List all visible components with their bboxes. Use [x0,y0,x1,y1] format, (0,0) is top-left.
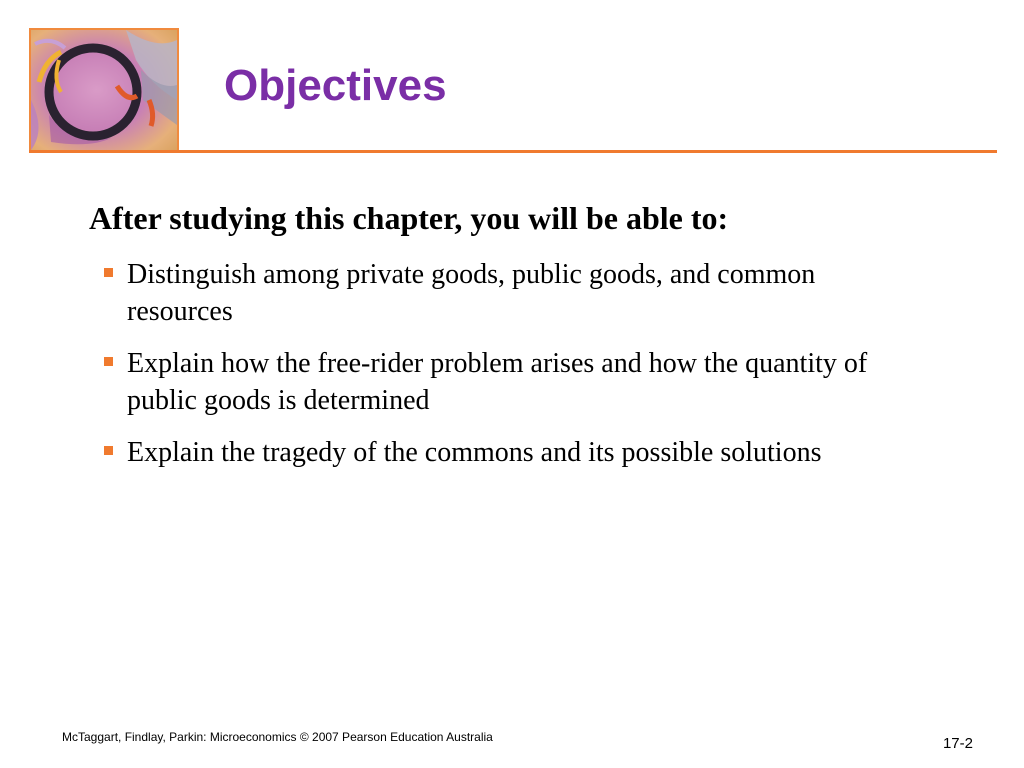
square-bullet-icon [104,446,113,455]
square-bullet-icon [104,357,113,366]
slide-title: Objectives [224,61,447,110]
abstract-circle-logo-icon [29,28,179,152]
page-number: 17-2 [942,735,973,752]
objective-text: Explain how the free-rider problem arises and how the quantity of public goods is determined [127,348,868,416]
objective-text: Explain the tragedy of the commons and its possible solutions [127,437,822,468]
objective-item [104,345,904,419]
footer-credit: McTaggart, Findlay, Parkin: Microeconomics © 2007 Pearson Education Australia [62,730,493,744]
square-bullet-icon [104,268,113,277]
objectives-list [104,256,904,486]
intro-heading: After studying this chapter, you will be able to: [89,200,729,236]
objective-item [104,434,904,471]
logo-artwork [31,30,177,150]
objective-item [104,256,904,330]
title-divider [29,150,997,153]
objective-text: Distinguish among private goods, public goods, and common resources [127,259,816,327]
